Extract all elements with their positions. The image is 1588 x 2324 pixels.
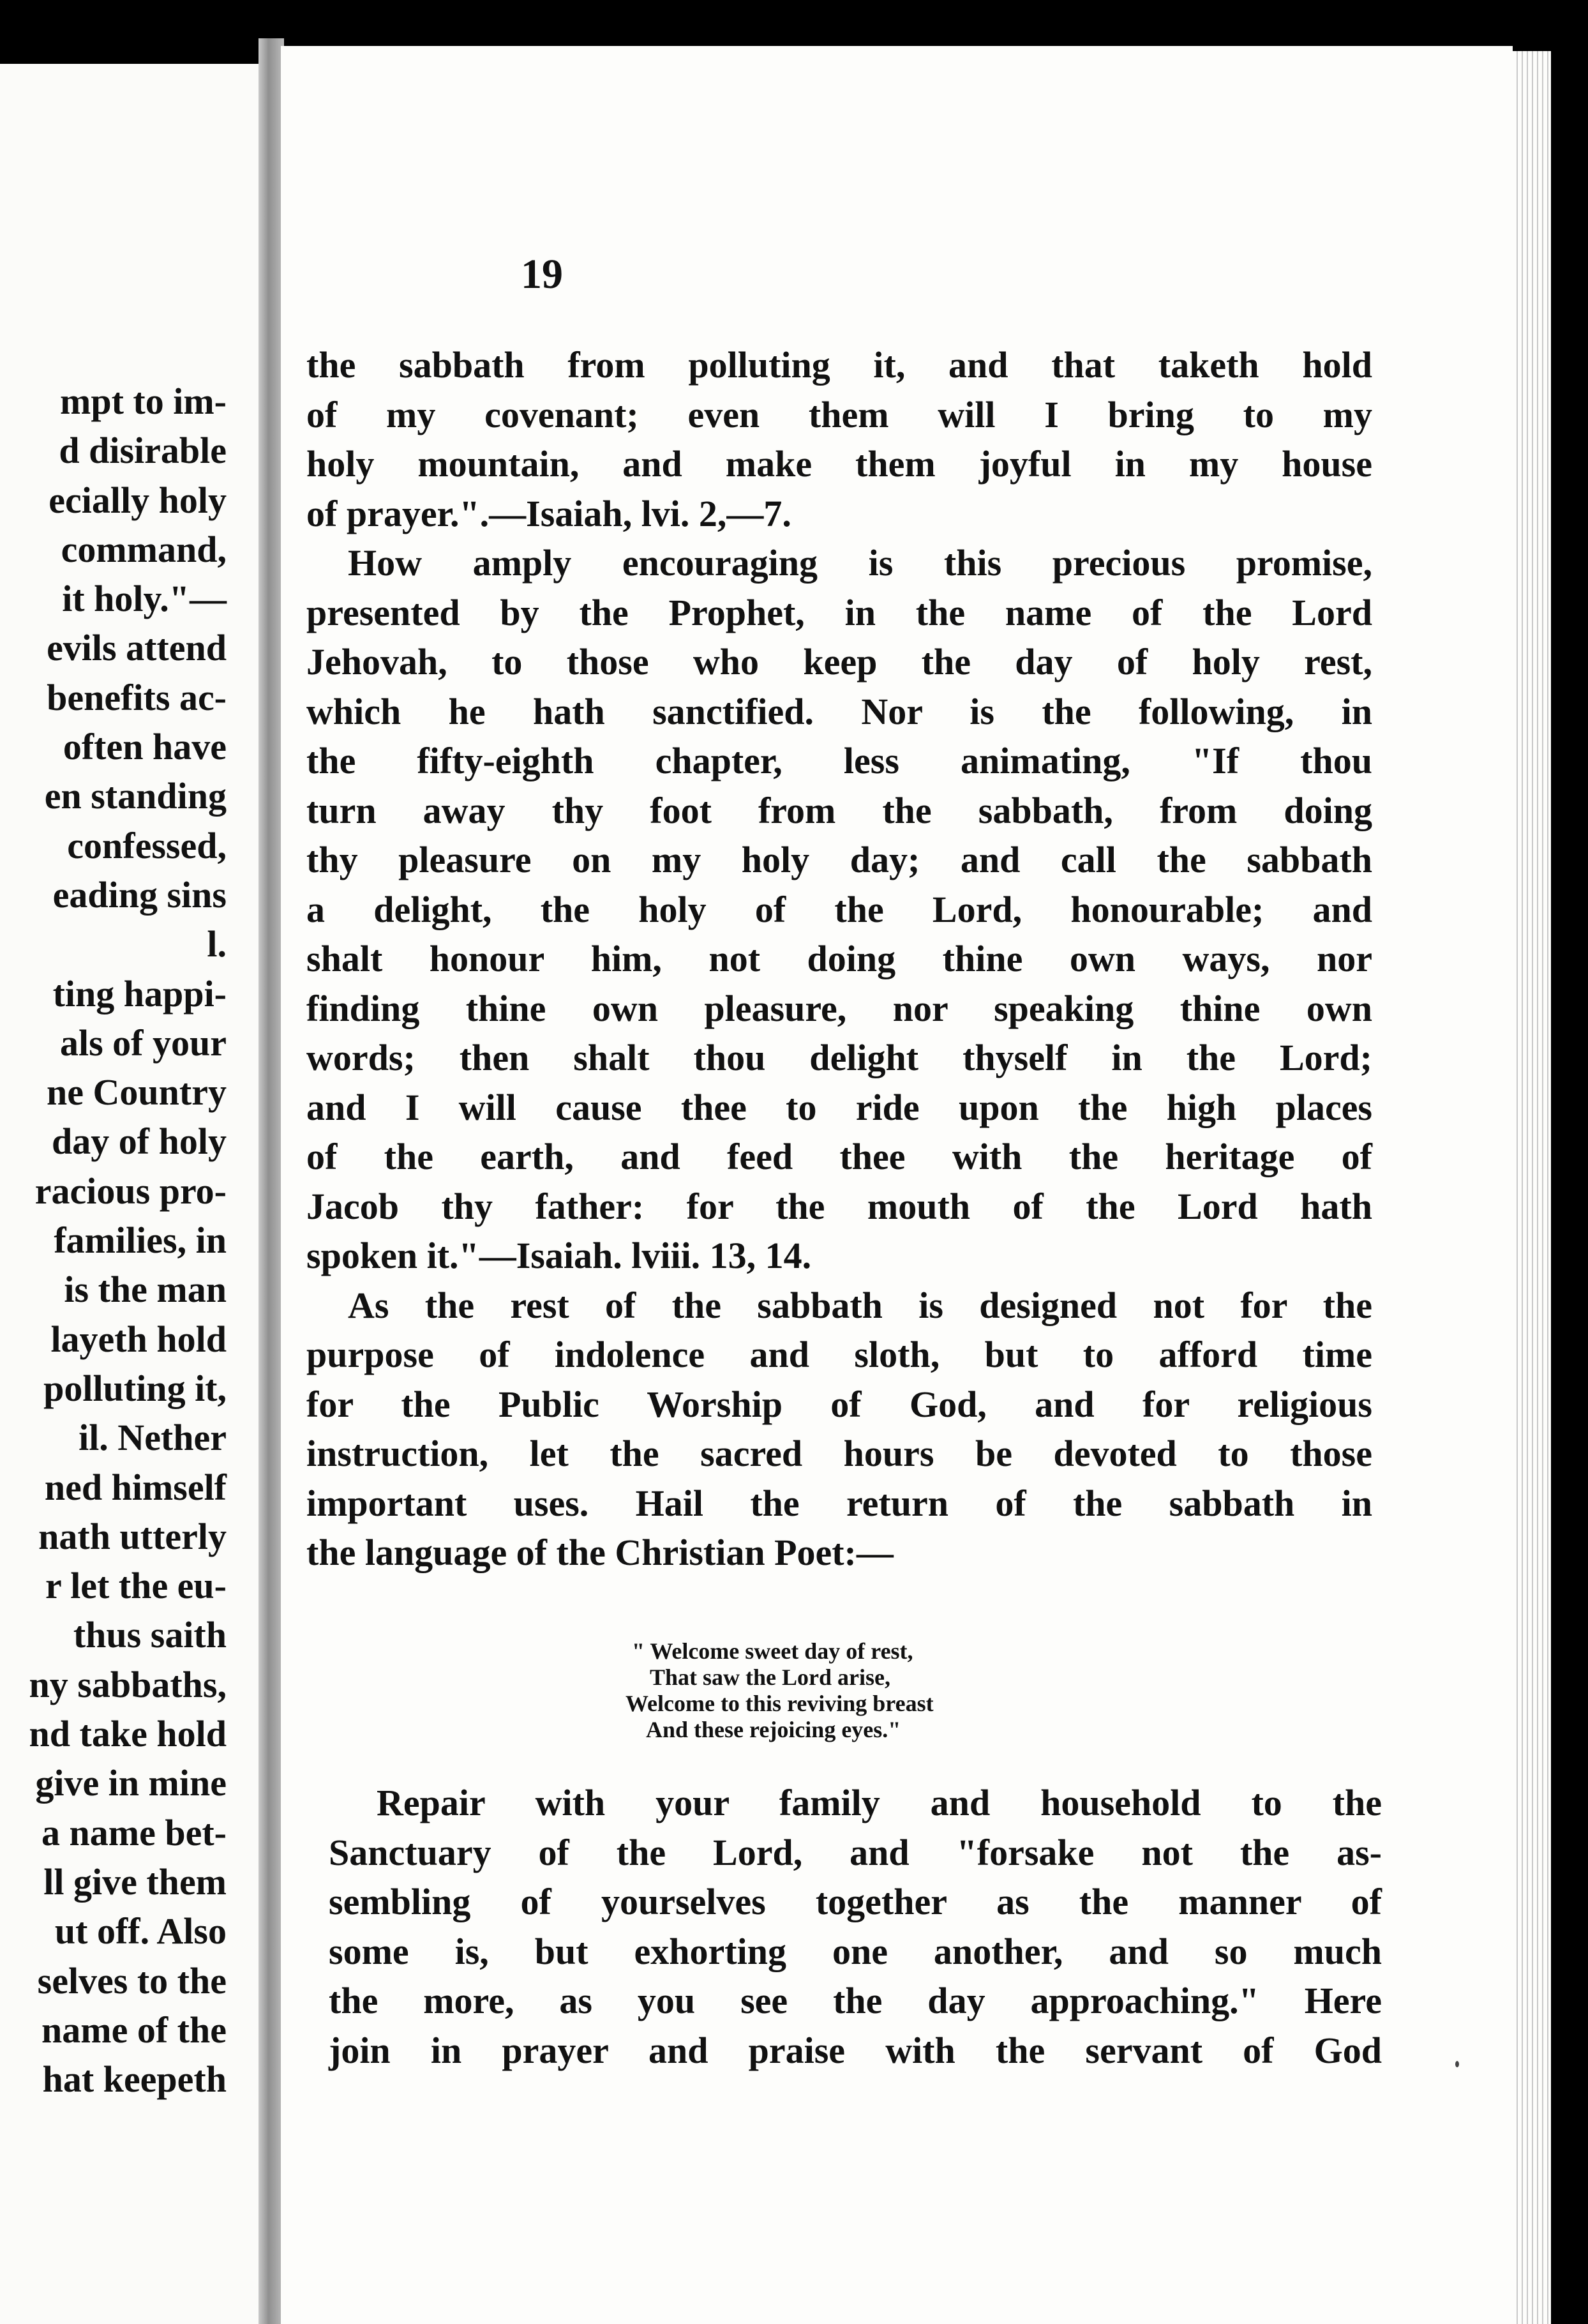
left-page-line: nd take hold: [29, 1713, 227, 1755]
body-line: the fifty-eighth chapter, less animating, "If thou: [306, 740, 1372, 781]
body-line: Jacob thy father: for the mouth of the Lord hath: [306, 1185, 1372, 1227]
left-page-line: ting happi-: [52, 972, 227, 1015]
left-page-line: layeth hold: [50, 1318, 227, 1360]
body-line: of prayer.".—Isaiah, lvi. 2,—7.: [306, 492, 791, 534]
body-line: sembling of yourselves together as the manner of: [329, 1881, 1382, 1922]
left-page-line: ne Country: [47, 1071, 227, 1113]
left-page-line: confessed,: [67, 824, 227, 866]
left-page-line: families, in: [54, 1219, 227, 1262]
page-number: 19: [521, 251, 563, 298]
body-line: important uses. Hail the return of the sabbath in: [306, 1482, 1372, 1524]
left-page-line: en standing: [44, 775, 227, 817]
left-page-line: nath utterly: [38, 1515, 227, 1557]
left-page-line: mpt to im-: [60, 381, 227, 422]
left-page-line: ut off. Also: [54, 1910, 227, 1952]
body-line: shalt honour him, not doing thine own ways, nor: [306, 938, 1372, 979]
left-page-line: als of your: [60, 1022, 227, 1064]
body-line: and I will cause thee to ride upon the high places: [306, 1086, 1372, 1128]
body-line: the sabbath from polluting it, and that taketh hold: [306, 344, 1372, 386]
left-page-line: l.: [207, 923, 227, 965]
left-page-line: evils attend: [47, 627, 227, 669]
left-page-line: eading sins: [52, 873, 227, 916]
verse-line: And these rejoicing eyes.": [646, 1717, 901, 1742]
body-line: the more, as you see the day approaching." Here: [329, 1980, 1382, 2021]
book-gutter: [258, 38, 284, 2324]
body-line: Jehovah, to those who keep the day of holy rest,: [306, 641, 1372, 683]
left-page-line: is the man: [64, 1269, 227, 1311]
body-line: some is, but exhorting one another, and so much: [329, 1930, 1382, 1972]
left-page-line: name of the: [41, 2009, 227, 2051]
body-line: instruction, let the sacred hours be devoted to those: [306, 1433, 1372, 1474]
body-line: turn away thy foot from the sabbath, from doing: [306, 789, 1372, 831]
left-page-line: benefits ac-: [47, 676, 227, 718]
left-page-line: polluting it,: [43, 1367, 227, 1409]
left-page-line: racious pro-: [34, 1170, 227, 1212]
left-page-line: selves to the: [37, 1959, 227, 2002]
body-line: holy mountain, and make them joyful in my house: [306, 443, 1372, 485]
verse-line: That saw the Lord arise,: [650, 1664, 890, 1690]
left-page-line: hat keepeth: [42, 2058, 227, 2101]
left-page-line: d disirable: [59, 430, 227, 472]
body-line: Repair with your family and household to the: [377, 1782, 1382, 1823]
left-page-line: give in mine: [35, 1762, 227, 1804]
left-page-line: r let the eu-: [45, 1565, 227, 1607]
body-line: the language of the Christian Poet:—: [306, 1532, 894, 1573]
left-page-line: thus saith: [73, 1614, 227, 1656]
verse-line: " Welcome sweet day of rest,: [632, 1638, 913, 1664]
left-page-line: day of holy: [52, 1120, 227, 1163]
left-page-text: [29, 377, 227, 2104]
left-page-line: ned himself: [44, 1466, 227, 1508]
left-page-line: ny sabbaths,: [29, 1663, 227, 1705]
body-line: which he hath sanctified. Nor is the following, in: [306, 690, 1372, 732]
body-line: a delight, the holy of the Lord, honourable; and: [306, 888, 1372, 930]
body-line: purpose of indolence and sloth, but to afford time: [306, 1334, 1372, 1375]
body-line: thy pleasure on my holy day; and call the sabbath: [306, 839, 1372, 880]
body-line: spoken it."—Isaiah. lviii. 13, 14.: [306, 1235, 812, 1276]
ink-speck: [1455, 2061, 1459, 2067]
left-page-line: il. Nether: [79, 1417, 227, 1459]
left-page-line: command,: [61, 528, 227, 570]
body-line: of the earth, and feed thee with the heritage of: [306, 1136, 1372, 1177]
left-page-line: a name bet-: [41, 1811, 227, 1853]
left-page: [0, 64, 258, 2324]
body-line: presented by the Prophet, in the name of the Lord: [306, 591, 1372, 633]
body-line: Sanctuary of the Lord, and "forsake not the as-: [329, 1831, 1382, 1873]
body-line: join in prayer and praise with the servant of God: [329, 2029, 1382, 2071]
left-page-line: ll give them: [43, 1860, 227, 1903]
page-edges: [1513, 51, 1551, 2324]
body-line: for the Public Worship of God, and for religious: [306, 1383, 1372, 1425]
body-line: As the rest of the sabbath is designed not for the: [348, 1284, 1372, 1326]
body-line: of my covenant; even them will I bring to my: [306, 393, 1372, 435]
body-line: words; then shalt thou delight thyself in the Lord;: [306, 1037, 1372, 1078]
left-page-line: often have: [63, 726, 227, 768]
verse-line: Welcome to this reviving breast: [625, 1691, 934, 1716]
left-page-line: it holy."—: [62, 578, 227, 620]
left-page-line: ecially holy: [49, 479, 227, 521]
body-line: finding thine own pleasure, nor speaking thine own: [306, 987, 1372, 1029]
body-line: How amply encouraging is this precious promise,: [348, 542, 1372, 584]
